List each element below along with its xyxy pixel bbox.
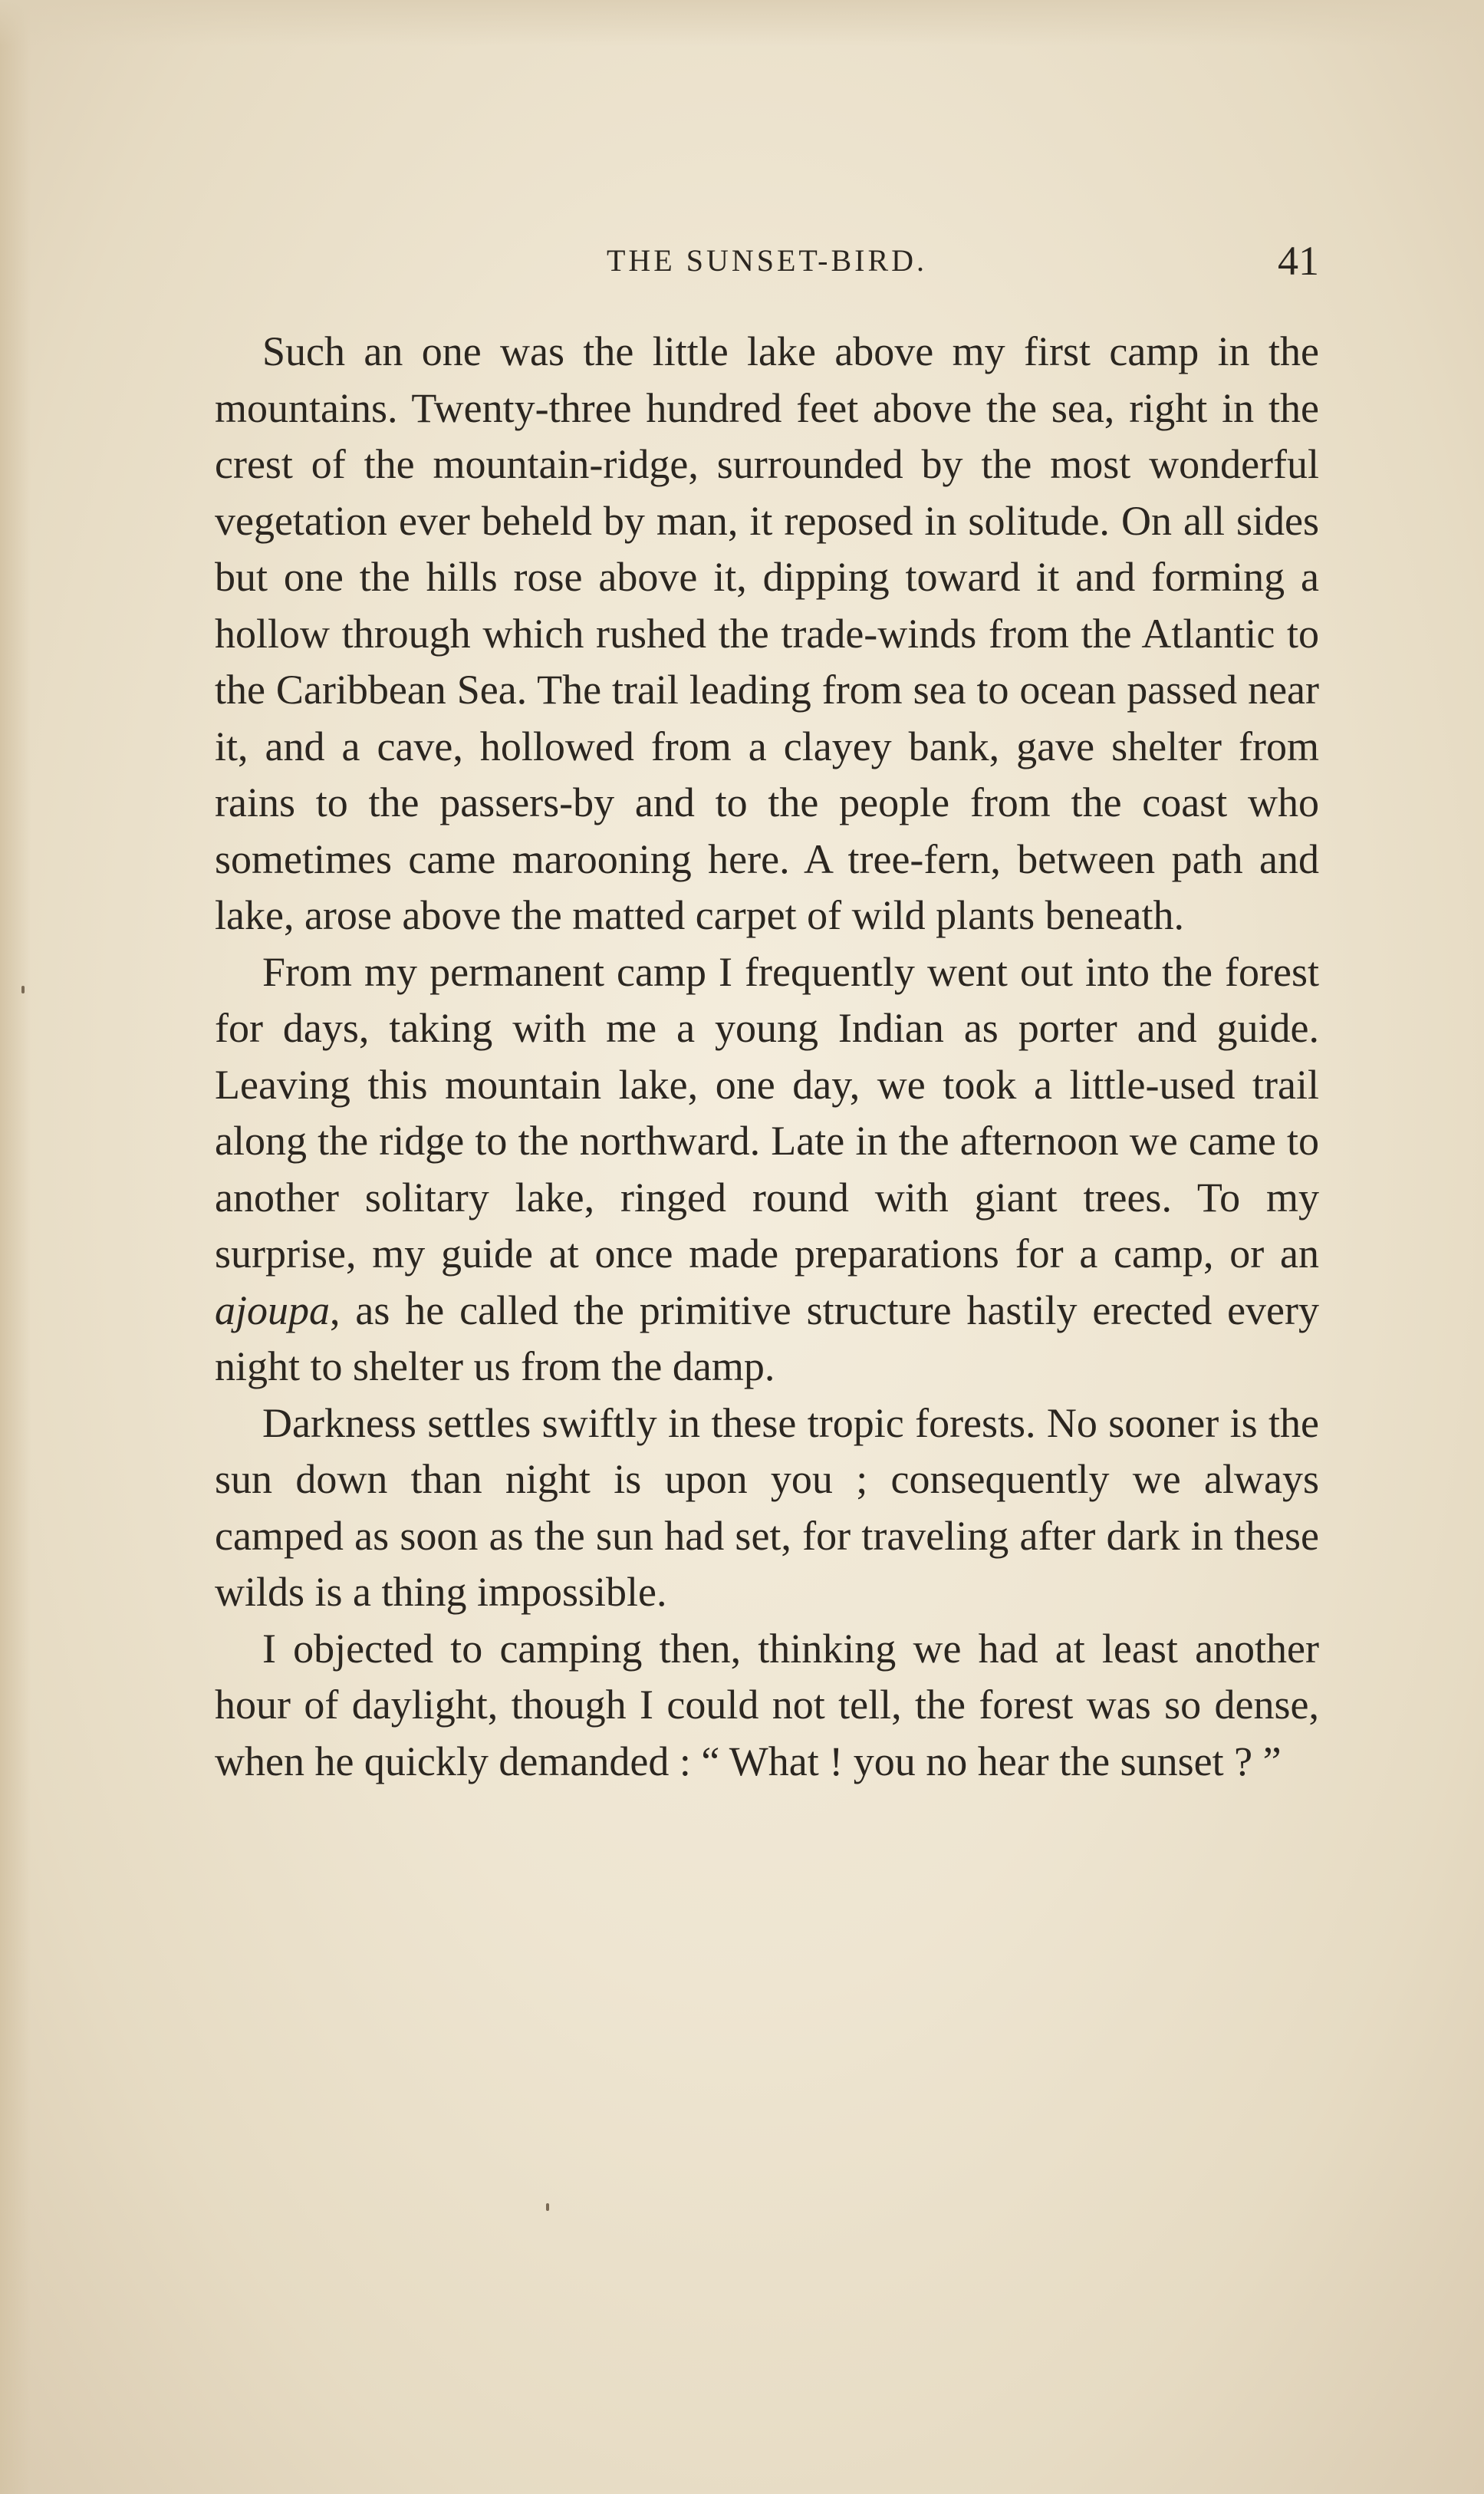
- paragraph-2-text-before: From my permanent camp I frequently went out into the forest for days, taking with me a young Indian as porter and guide. Leaving this mountain lake, one day, we took a little-used trail along the ridge to the northward. Late in the afternoon we came to another solitary lake, ringed round with giant trees. To my surprise, my guide at once made preparations for a camp, or an: [215, 948, 1319, 1277]
- paragraph-3: Darkness settles swiftly in these tropic forests. No sooner is the sun down than night is upon you ; consequently we always camped as soon as the sun had set, for traveling after dark in these wilds is a thing impossible.: [215, 1399, 1319, 1615]
- paper-speck: [21, 986, 25, 993]
- paragraph-1: Such an one was the little lake above my first camp in the mountains. Twenty-three hundred feet above the sea, right in the crest of the mountain-ridge, surrounded by the most wonderful vegetation ever beheld by man, it reposed in solitude. On all sides but one the hills rose above it, dipping toward it and forming a hollow through which rushed the trade-winds from the Atlantic to the Caribbean Sea. The trail leading from sea to ocean passed near it, and a cave, hollowed from a clayey bank, gave shelter from rains to the passers-by and to the people from the coast who sometimes came marooning here. A tree-fern, between path and lake, arose above the matted carpet of wild plants beneath.: [215, 328, 1319, 938]
- running-head: THE SUNSET-BIRD.: [606, 243, 928, 278]
- paragraph-2-text-after: , as he called the primitive structure hastily erected every night to shelter us from the damp.: [215, 1287, 1319, 1389]
- paragraph-2-italic-term: ajoupa: [215, 1287, 331, 1333]
- paragraph-4: I objected to camping then, thinking we had at least another hour of daylight, though I could not tell, the forest was so dense, when he quickly demanded : “ What ! you no hear the sunset ? ”: [215, 1625, 1319, 1784]
- body-text: [215, 324, 1319, 1790]
- page-top-shadow: [0, 0, 1484, 46]
- paragraph-2: [215, 944, 1319, 1395]
- page-number: 41: [1278, 238, 1319, 284]
- page-header: [215, 238, 1319, 284]
- page-edge-shadow: [0, 0, 31, 2494]
- paper-speck: [546, 2203, 549, 2211]
